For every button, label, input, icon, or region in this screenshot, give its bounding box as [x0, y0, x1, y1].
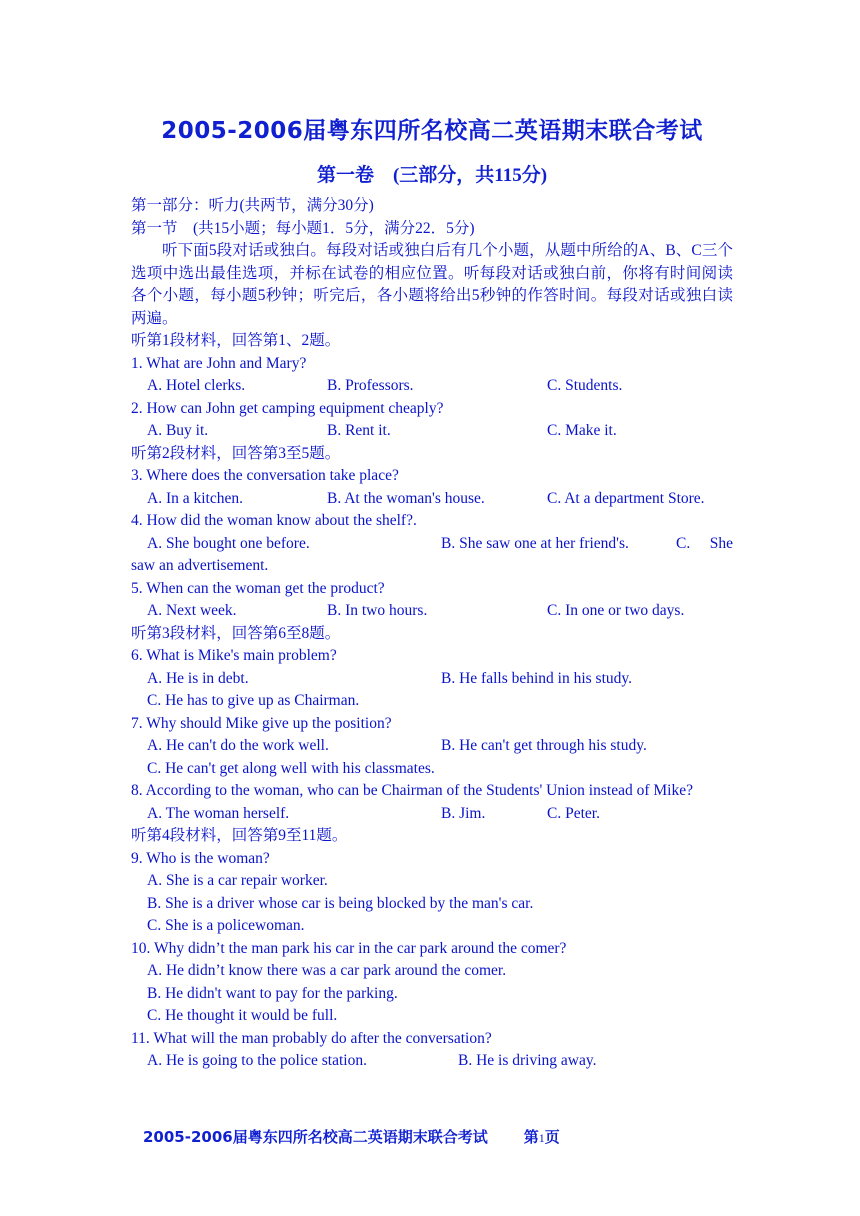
option-a: A. She bought one before. [147, 534, 310, 552]
page-number-value: 1 [538, 1131, 545, 1145]
option-c: C. She saw an advertisement. [131, 534, 733, 574]
option-c: C. He thought it would be full. [147, 1007, 338, 1024]
option-a: A. She is a car repair worker. [147, 872, 328, 889]
options-5 [131, 600, 733, 623]
option-b: B. Rent it. [327, 422, 391, 439]
question-4: 4. How did the woman know about the shelf?. [131, 512, 417, 529]
option-b: B. He falls behind in his study. [441, 669, 633, 687]
page-subtitle: 第一卷 (三部分，共115分) [316, 165, 548, 186]
option-b: B. Jim. [441, 804, 486, 822]
option-c: C. At a department Store. [547, 489, 705, 507]
instructions: 听下面5段对话或独白。每段对话或独白后有几个小题，从题中所给的A、B、C三个选项中选出最佳选项，并标在试卷的相应位置。听每段对话或独白前，你将有时间阅读各个小题，每小题5秒钟；听完后，各小题将给出5秒钟的作答时间。每段对话或独白读两遍。 [131, 242, 733, 327]
question-10: 10. Why didn’t the man park his car in the car park around the comer? [131, 939, 567, 957]
option-c: C. He can't get along well with his classmates. [147, 759, 435, 777]
options-10-c [131, 1005, 733, 1028]
material-heading-3: 听第3段材料，回答第6至8题。 [131, 624, 341, 642]
page-number: 第1页 [523, 1130, 560, 1146]
exam-content [131, 195, 733, 1073]
question-3: 3. Where does the conversation take place? [131, 467, 399, 484]
question-7: 7. Why should Mike give up the position? [131, 714, 392, 732]
option-a: A. In a kitchen. [147, 489, 243, 507]
question-6: 6. What is Mike's main problem? [131, 647, 337, 664]
option-c: C. Make it. [547, 422, 617, 439]
options-7-c [131, 758, 733, 781]
options-9-a [131, 870, 733, 893]
option-a: A. He didn’t know there was a car park around the comer. [147, 962, 507, 979]
options-1 [131, 375, 733, 398]
question-9: 9. Who is the woman? [131, 849, 270, 867]
option-b: B. At the woman's house. [327, 489, 485, 507]
option-a: A. He is in debt. [147, 669, 249, 687]
options-8 [131, 803, 733, 826]
question-8: 8. According to the woman, who can be Chairman of the Students' Union instead of Mike? [131, 782, 693, 799]
option-b: B. He can't get through his study. [441, 737, 647, 754]
options-10-a [131, 960, 733, 983]
material-heading-4: 听第4段材料，回答第9至11题。 [131, 827, 348, 844]
option-c: C. She is a policewoman. [147, 917, 305, 934]
question-5: 5. When can the woman get the product? [131, 579, 385, 597]
page-title: 2005-2006届粤东四所名校高二英语期末联合考试 [161, 118, 703, 144]
option-a: A. The woman herself. [147, 804, 290, 822]
option-c: C. Students. [547, 377, 623, 394]
option-c: C. In one or two days. [547, 602, 685, 619]
question-1: 1. What are John and Mary? [131, 354, 307, 372]
options-6-c [131, 690, 733, 713]
options-9-b [131, 893, 733, 916]
option-b: B. He is driving away. [458, 1052, 597, 1069]
options-9-c [131, 915, 733, 938]
question-11: 11. What will the man probably do after the conversation? [131, 1029, 492, 1047]
page-footer [143, 1126, 560, 1147]
option-a: A. He is going to the police station. [147, 1052, 367, 1069]
material-heading-1: 听第1段材料，回答第1、2题。 [131, 332, 341, 349]
option-a: A. Hotel clerks. [147, 377, 246, 394]
option-b: B. Professors. [327, 377, 414, 394]
options-3 [131, 488, 733, 511]
option-b: B. He didn't want to pay for the parking. [147, 984, 398, 1002]
option-b: B. She saw one at her friend's. [441, 534, 629, 552]
section-heading: 第一节 (共15小题；每小题1．5分，满分22．5分) [131, 219, 475, 237]
option-a: A. Next week. [147, 602, 237, 619]
options-10-b [131, 983, 733, 1006]
material-heading-2: 听第2段材料，回答第3至5题。 [131, 444, 341, 462]
option-b: B. In two hours. [327, 602, 428, 619]
option-c: C. Peter. [547, 804, 600, 822]
option-b: B. She is a driver whose car is being blocked by the man's car. [147, 894, 534, 912]
option-a: A. Buy it. [147, 422, 209, 439]
footer-title: 2005-2006届粤东四所名校高二英语期末联合考试 [143, 1128, 488, 1146]
option-a: A. He can't do the work well. [147, 737, 329, 754]
options-7 [131, 735, 733, 758]
question-2: 2. How can John get camping equipment cheaply? [131, 399, 444, 417]
options-6 [131, 668, 733, 691]
options-11 [131, 1050, 733, 1073]
option-c: C. He has to give up as Chairman. [147, 692, 360, 709]
options-2 [131, 420, 733, 443]
part-heading: 第一部分：听力(共两节，满分30分) [131, 197, 374, 214]
